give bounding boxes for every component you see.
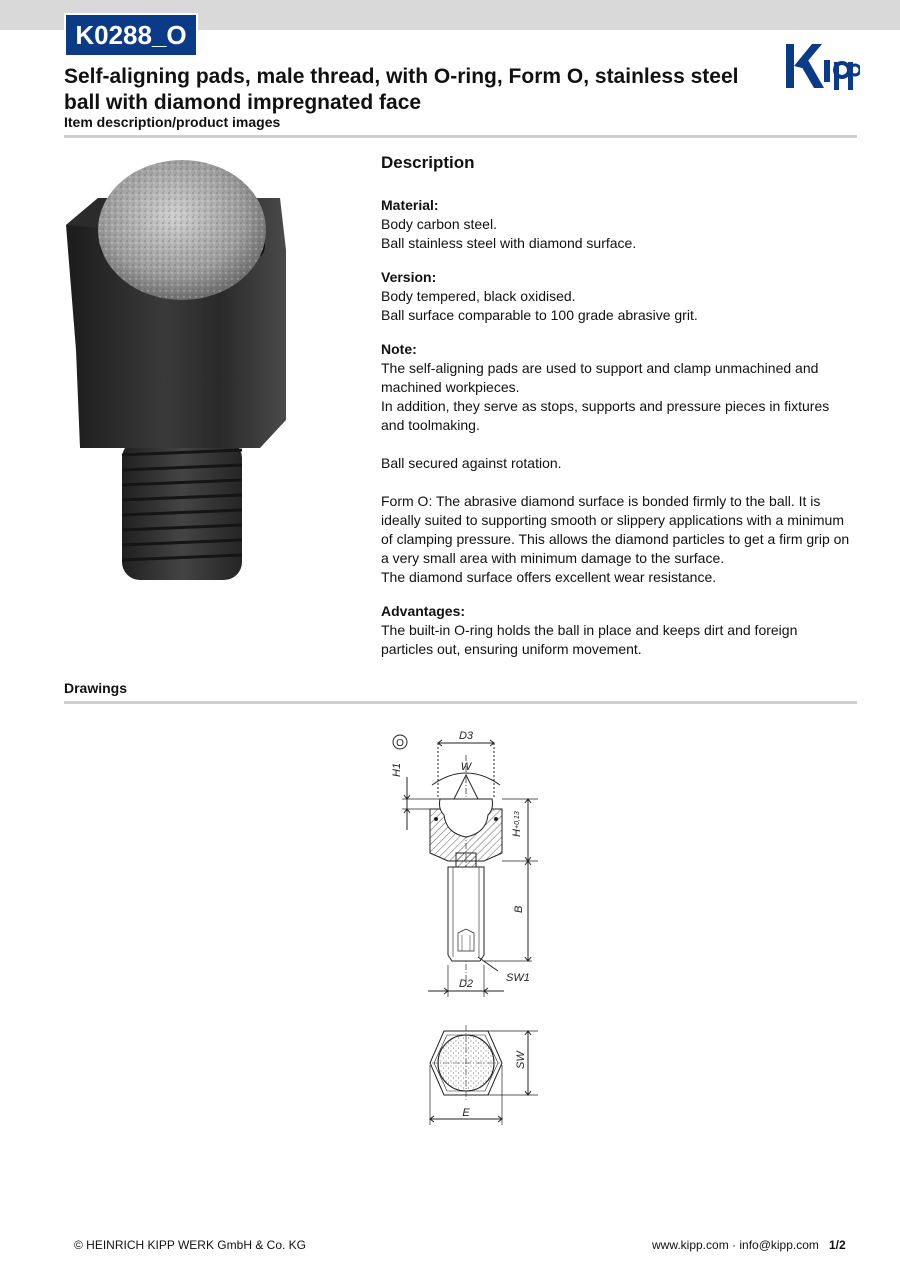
dim-d3: D3 [458, 730, 474, 742]
divider [64, 701, 857, 704]
kipp-logo [782, 38, 860, 92]
rotation-block [381, 454, 851, 473]
note-line: In addition, they serve as stops, supports and pressure pieces in fixtures and toolmaking. [381, 398, 830, 433]
form-o-line: The diamond surface offers excellent wear resistance. [381, 569, 717, 585]
material-label: Material: [381, 197, 439, 213]
page-number: 1/2 [829, 1238, 846, 1252]
version-line: Body tempered, black oxidised. [381, 288, 576, 304]
drawings-label: Drawings [64, 680, 128, 696]
rotation-line: Ball secured against rotation. [381, 455, 562, 471]
version-label: Version: [381, 269, 437, 285]
dim-h-tolerance: +0,13 [514, 811, 521, 829]
form-o-line: Form O: The abrasive diamond surface is bonded firmly to the ball. It is ideally suited to supporting smooth or slippery applications with a minimum of clamping pressure. This allows the diamond particles to get a firm grip on a very small area with minimum damage to the surface. [381, 493, 850, 566]
dim-h1: H1 [391, 762, 403, 777]
advantages-label: Advantages: [381, 603, 466, 619]
dim-d2: D2 [458, 978, 474, 990]
footer-copyright: © HEINRICH KIPP WERK GmbH & Co. KG [74, 1238, 306, 1252]
description-panel [381, 152, 851, 674]
dim-w: W [460, 761, 472, 773]
dim-h: H [511, 829, 523, 837]
advantages-block [381, 602, 851, 659]
divider [64, 135, 857, 138]
form-mark: O [396, 738, 404, 749]
material-block [381, 196, 851, 253]
advantages-line: The built-in O-ring holds the ball in place and keeps dirt and foreign particles out, ensuring uniform movement. [381, 622, 798, 657]
product-photo [60, 150, 360, 600]
version-line: Ball surface comparable to 100 grade abrasive grit. [381, 307, 698, 323]
description-heading: Description [381, 153, 475, 172]
dim-e: E [462, 1107, 470, 1119]
form-o-block [381, 492, 851, 587]
technical-drawing [380, 725, 550, 1135]
dim-sw: SW [515, 1051, 527, 1069]
version-block [381, 268, 851, 325]
material-line: Body carbon steel. [381, 216, 497, 232]
dim-sw1: SW1 [506, 972, 530, 984]
page-subtitle: Item description/product images [64, 114, 281, 130]
product-code-badge: K0288_O [64, 13, 198, 57]
note-line: The self-aligning pads are used to support and clamp unmachined and machined workpieces. [381, 360, 819, 395]
page-title: Self-aligning pads, male thread, with O-ring, Form O, stainless steel ball with diamond impregnated face [64, 65, 739, 114]
note-label: Note: [381, 341, 417, 357]
note-block [381, 340, 851, 435]
dim-b: B [513, 905, 525, 913]
material-line: Ball stainless steel with diamond surface. [381, 235, 637, 251]
footer-contact: www.kipp.com · info@kipp.com [652, 1238, 819, 1252]
